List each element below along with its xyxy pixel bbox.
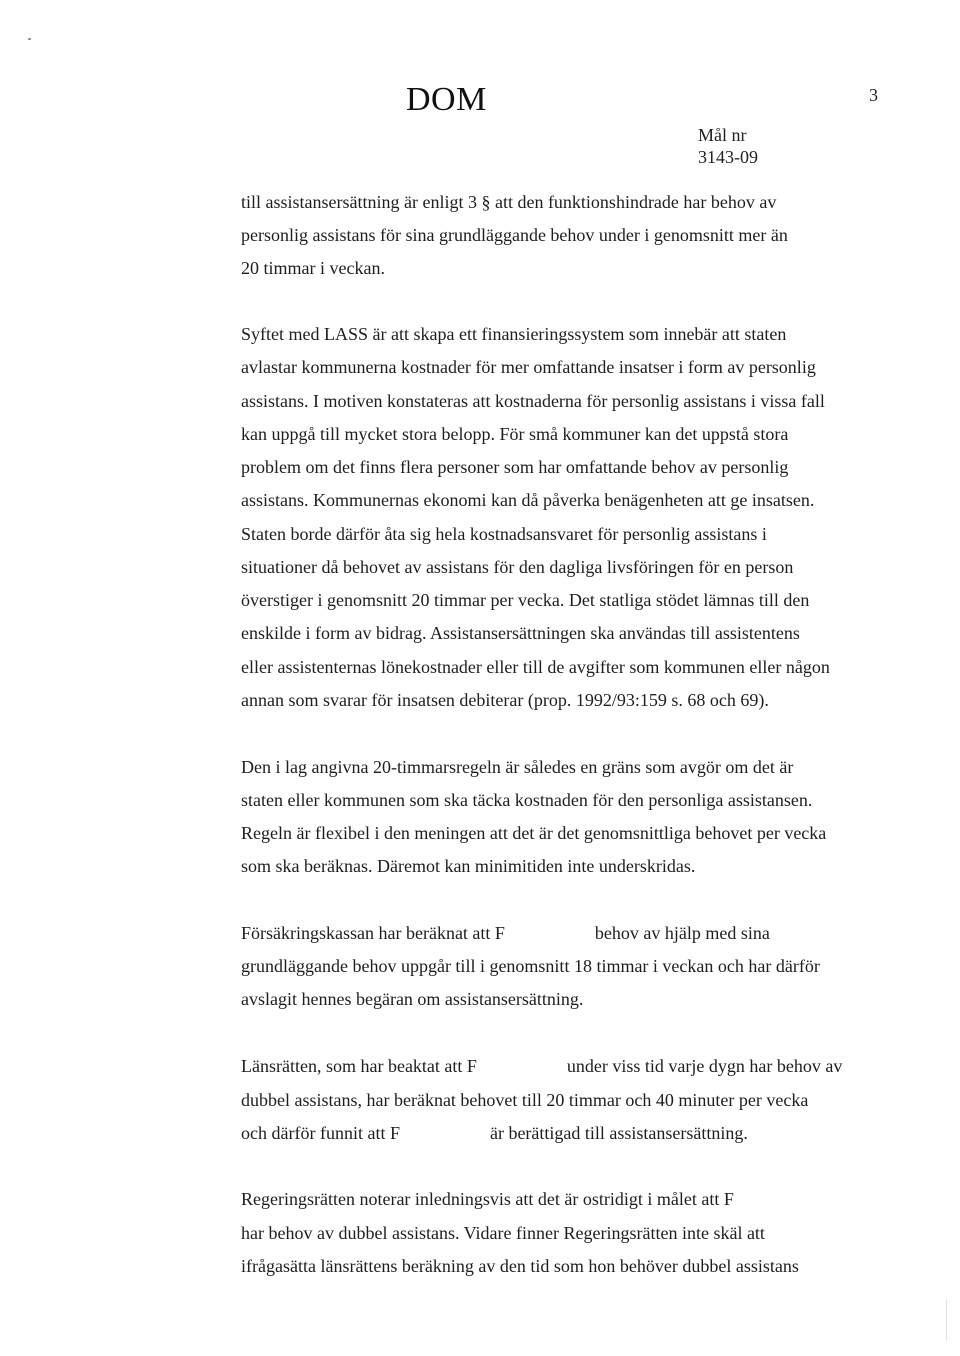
body-line: assistans. I motiven konstateras att kostnaderna för personlig assistans i vissa fall — [241, 391, 825, 411]
body-line: problem om det finns flera personer som har omfattande behov av personlig — [241, 457, 789, 477]
body-line: ifrågasätta länsrättens beräkning av den tid som hon behöver dubbel assistans — [241, 1256, 799, 1276]
body-line: enskilde i form av bidrag. Assistansersättningen ska användas till assistentens — [241, 623, 800, 643]
body-line: Den i lag angivna 20-timmarsregeln är således en gräns som avgör om det är — [241, 757, 794, 777]
body-line: har behov av dubbel assistans. Vidare finner Regeringsrätten inte skäl att — [241, 1223, 765, 1243]
scan-speck — [28, 38, 31, 40]
body-line: Staten borde därför åta sig hela kostnadsansvaret för personlig assistans i — [241, 524, 767, 544]
body-line: eller assistenternas lönekostnader eller till de avgifter som kommunen eller någon — [241, 657, 830, 677]
body-line: avlastar kommunerna kostnader för mer omfattande insatser i form av personlig — [241, 357, 816, 377]
body-line: Regeln är flexibel i den meningen att det är det genomsnittliga behovet per vecka — [241, 823, 827, 843]
body-line: Regeringsrätten noterar inledningsvis att det är ostridigt i målet att F — [241, 1189, 734, 1209]
body-line: till assistansersättning är enligt 3 § att den funktionshindrade har behov av — [241, 192, 777, 212]
body-line: staten eller kommunen som ska täcka kostnaden för den personliga assistansen. — [241, 790, 813, 810]
page-title: DOM — [406, 81, 487, 118]
body-line: avslagit hennes begäran om assistansersättning. — [241, 989, 584, 1009]
body-line: dubbel assistans, har beräknat behovet till 20 timmar och 40 minuter per vecka — [241, 1090, 809, 1110]
body-line: Försäkringskassan har beräknat att F behov av hjälp med sina — [241, 923, 770, 943]
body-line: grundläggande behov uppgår till i genomsnitt 18 timmar i veckan och har därför — [241, 956, 820, 976]
case-number-label: Mål nr — [698, 125, 747, 145]
body-line: personlig assistans för sina grundläggande behov under i genomsnitt mer än — [241, 225, 788, 245]
body-line: och därför funnit att F är berättigad till assistansersättning. — [241, 1123, 748, 1143]
body-line: Länsrätten, som har beaktat att F under viss tid varje dygn har behov av — [241, 1056, 843, 1076]
body-line: 20 timmar i veckan. — [241, 258, 385, 278]
case-number: 3143-09 — [698, 147, 758, 167]
body-line: annan som svarar för insatsen debiterar (prop. 1992/93:159 s. 68 och 69). — [241, 690, 769, 710]
scan-margin-mark — [946, 1300, 947, 1340]
body-line: som ska beräknas. Däremot kan minimitiden inte underskridas. — [241, 856, 696, 876]
body-line: kan uppgå till mycket stora belopp. För små kommuner kan det uppstå stora — [241, 424, 789, 444]
body-line: överstiger i genomsnitt 20 timmar per vecka. Det statliga stödet lämnas till den — [241, 590, 810, 610]
body-line: assistans. Kommunernas ekonomi kan då påverka benägenheten att ge insatsen. — [241, 490, 815, 510]
body-line: situationer då behovet av assistans för den dagliga livsföringen för en person — [241, 557, 794, 577]
body-line: Syftet med LASS är att skapa ett finansieringssystem som innebär att staten — [241, 324, 787, 344]
page-number: 3 — [869, 85, 878, 105]
